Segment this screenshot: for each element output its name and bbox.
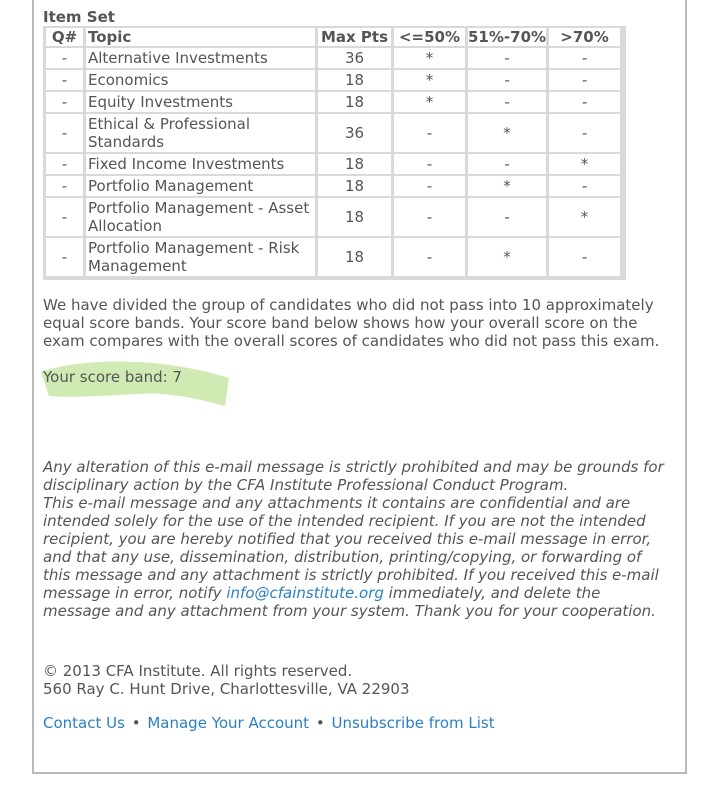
max-pts-cell: 18	[318, 176, 391, 196]
topic-cell: Portfolio Management - Asset Allocation	[86, 198, 315, 236]
unsubscribe-link[interactable]: Unsubscribe from List	[331, 714, 495, 732]
question-cell: -	[46, 176, 83, 196]
max-pts-cell: 36	[318, 48, 391, 68]
table-row	[46, 70, 620, 90]
band-mid-cell: -	[468, 48, 546, 68]
support-email-link[interactable]: info@cfainstitute.org	[226, 584, 384, 602]
question-cell: -	[46, 70, 83, 90]
table-row	[46, 176, 620, 196]
column-header: 51%-70%	[468, 28, 547, 46]
question-cell: -	[46, 154, 83, 174]
max-pts-cell: 18	[318, 154, 391, 174]
topic-cell: Fixed Income Investments	[86, 154, 315, 174]
band-low-cell: -	[394, 238, 465, 276]
max-pts-cell: 18	[318, 70, 391, 90]
max-pts-cell: 18	[318, 198, 391, 236]
disclaimer-closing-text: immediately, and delete the message and any attachment from your system. Thank you for your cooperation.	[43, 584, 656, 620]
topic-cell: Portfolio Management	[86, 176, 315, 196]
table-row	[46, 48, 620, 68]
max-pts-cell: 18	[318, 92, 391, 112]
band-mid-cell: *	[468, 238, 546, 276]
band-low-cell: *	[394, 48, 465, 68]
question-cell: -	[46, 48, 83, 68]
band-high-cell: -	[549, 70, 620, 90]
topic-cell: Equity Investments	[86, 92, 315, 112]
band-low-cell: *	[394, 70, 465, 90]
column-header: Max Pts	[318, 28, 391, 46]
band-high-cell: *	[549, 154, 620, 174]
score-band-text: Your score band: 7	[43, 368, 182, 386]
column-header: >70%	[549, 28, 620, 46]
band-high-cell: -	[549, 114, 620, 152]
max-pts-cell: 18	[318, 238, 391, 276]
disclaimer-confidential-text: This e-mail message and any attachments it contains are confidential and are intended solely for the use of the intended recipient. If you are not the intended recipient, you are hereby notified that you received this e-mail message in error, and that any use, dissemination, distribution, printing/copying, or forwarding of this message and any attachment is strictly prohibited. If you received this e-mail message in error, notify	[43, 494, 659, 602]
max-pts-cell: 36	[318, 114, 391, 152]
band-high-cell: *	[549, 198, 620, 236]
table-row	[46, 114, 620, 152]
band-high-cell: -	[549, 92, 620, 112]
topic-cell: Ethical & Professional Standards	[86, 114, 315, 152]
table-row	[46, 238, 620, 276]
table-row	[46, 198, 620, 236]
footer-links	[43, 714, 495, 732]
band-low-cell: -	[394, 114, 465, 152]
disclaimer-confidential	[43, 494, 668, 620]
question-cell: -	[46, 92, 83, 112]
copyright-text: © 2013 CFA Institute. All rights reserved.	[43, 662, 353, 680]
legal-disclaimer	[43, 458, 668, 620]
link-separator: •	[131, 714, 141, 732]
table-row	[46, 92, 620, 112]
manage-account-link[interactable]: Manage Your Account	[147, 714, 310, 732]
band-low-cell: *	[394, 92, 465, 112]
band-low-cell: -	[394, 154, 465, 174]
band-low-cell: -	[394, 176, 465, 196]
topic-cell: Portfolio Management - Risk Management	[86, 238, 315, 276]
link-separator: •	[315, 714, 325, 732]
topic-cell: Alternative Investments	[86, 48, 315, 68]
column-header: Topic	[86, 28, 315, 46]
band-mid-cell: -	[468, 154, 546, 174]
band-mid-cell: -	[468, 92, 546, 112]
topic-cell: Economics	[86, 70, 315, 90]
band-high-cell: -	[549, 176, 620, 196]
band-mid-cell: -	[468, 198, 546, 236]
footer-copyright	[43, 662, 410, 698]
table-header-row	[46, 28, 620, 46]
table-row	[46, 154, 620, 174]
contact-us-link[interactable]: Contact Us	[43, 714, 125, 732]
band-high-cell: -	[549, 238, 620, 276]
question-cell: -	[46, 238, 83, 276]
question-cell: -	[46, 198, 83, 236]
score-bands-explanation: We have divided the group of candidates who did not pass into 10 approximately equal score bands. Your score band below shows how your overall score on the exam compares with the overall scores of candidates who did not pass this exam.	[43, 296, 660, 350]
band-low-cell: -	[394, 198, 465, 236]
question-cell: -	[46, 114, 83, 152]
item-set-title: Item Set	[43, 8, 115, 26]
column-header: <=50%	[394, 28, 465, 46]
column-header: Q#	[46, 28, 83, 46]
band-mid-cell: -	[468, 70, 546, 90]
item-set-table	[43, 26, 626, 280]
band-mid-cell: *	[468, 114, 546, 152]
band-mid-cell: *	[468, 176, 546, 196]
address-text: 560 Ray C. Hunt Drive, Charlottesville, VA 22903	[43, 680, 410, 698]
disclaimer-alteration: Any alteration of this e-mail message is strictly prohibited and may be grounds for disciplinary action by the CFA Institute Professional Conduct Program.	[43, 458, 664, 494]
band-high-cell: -	[549, 48, 620, 68]
